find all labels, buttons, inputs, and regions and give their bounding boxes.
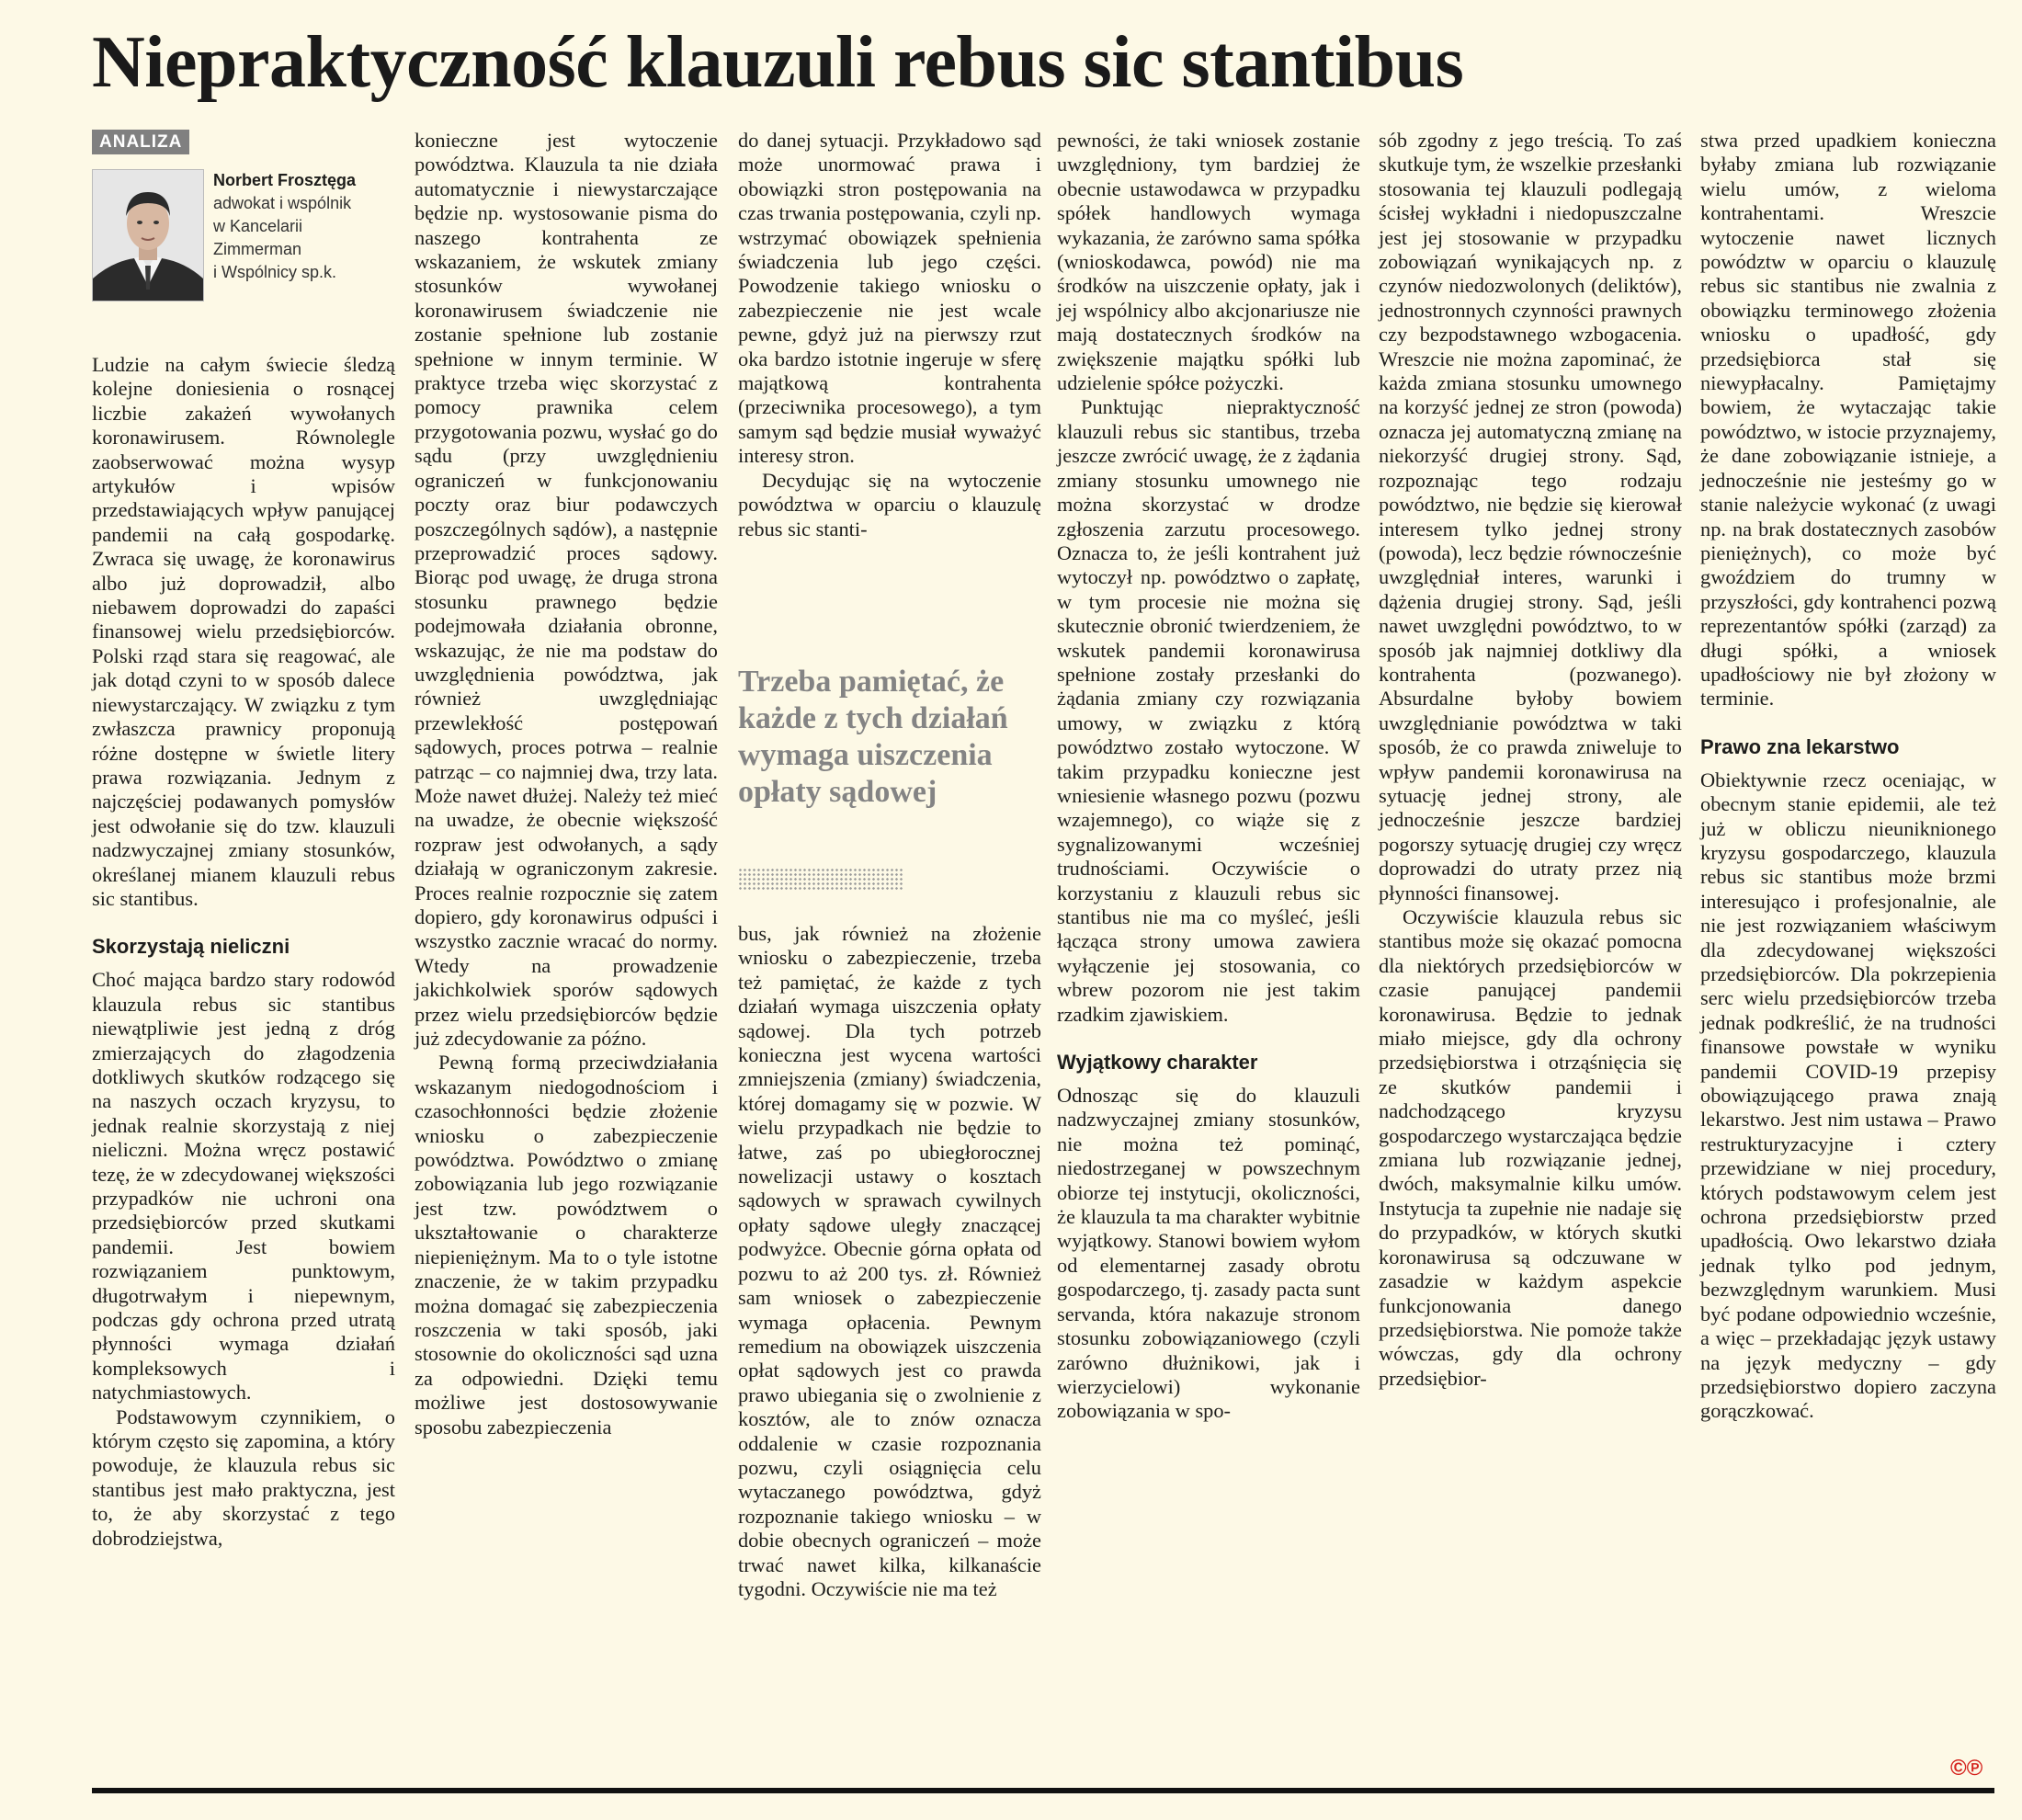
author-portrait-image [93, 170, 203, 301]
paragraph: Odnosząc się do klauzuli nadzwyczajnej zmiany stosunków, nie można też pominąć, niedostrzeganej w powszechnym obiorze tej instytucji, okoliczności, że klauzula ta ma charakter wybitnie wyjątkowy. Stanowi bowiem wyłom od elementarnej zasady obrotu gospodarczego, tj. zasady pacta sunt servanda, która nakazuje stronom stosunku zobowiązaniowego (czyli zarówno dłużnikowi, jak i wierzycielowi) wykonanie zobowiązania w spo- [1057, 1084, 1360, 1423]
article-column-3 [738, 129, 1041, 541]
article-column-6 [1700, 129, 1996, 1424]
paragraph: Pewną formą przeciwdziałania wskazanym niedogodnościom i czasochłonności będzie złożenie wniosku o zabezpieczenie powództwa. Powództwo o zmianę zobowiązania lub jego rozwiązanie jest tzw. powództwem o ukształtowanie o charakterze niepieniężnym. Ma to o tyle istotne znaczenie, że w takim przypadku można domagać się zabezpieczenia roszczenia w taki sposób, jaki stosownie do okoliczności sąd uzna za odpowiedni. Dzięki temu możliwe jest dostosowywanie sposobu zabezpieczenia [415, 1051, 718, 1439]
article-column-5 [1379, 129, 1682, 1391]
paragraph: Decydując się na wytoczenie powództwa w oparciu o klauzulę rebus sic stanti- [738, 468, 1041, 540]
byline [92, 169, 395, 353]
paragraph: stwa przed upadkiem konieczna byłaby zmiana lub rozwiązanie wielu umów, z wieloma kontrahentami. Wreszcie wytoczenie nawet licznych powództw w oparciu o klauzulę rebus sic stantibus nie zwalnia z obowiązku terminowego złożenia wniosku o upadłość, gdy przedsiębiorca stał się niewypłacalny. Pamiętajmy bowiem, że wytaczając takie powództwo, w istocie przyznajemy, że dane zobowiązanie istnieje, a jednocześnie nie jesteśmy go w stanie należycie wykonać (z uwagi np. na brak dostatecznych zasobów pieniężnych), co może być gwoździem do trumny w przyszłości, gdy kontrahenci pozwą reprezentantów spółki (zarząd) za długi spółki, a wniosek upadłościowy nie był złożony w terminie. [1700, 129, 1996, 711]
paragraph: Podstawowym czynnikiem, o którym często się zapomina, a który powoduje, że klauzula rebus sic stantibus jest mało praktyczna, jest to, że aby skorzystać z tego dobrodziejstwa, [92, 1405, 395, 1550]
paragraph: Oczywiście klauzula rebus sic stantibus może się okazać pomocna dla niektórych przedsiębiorców w czasie panującej pandemii koronawirusa. Będzie to jednak miało miejsce, gdy dla ochrony przedsiębiorstwa i otrząśnięcia się ze skutków pandemii i nadchodzącego kryzysu gospodarczego wystarczająca będzie zmiana lub rozwiązanie jednej, dwóch, maksymalnie kilku umów. Instytucja ta zupełnie nie nadaje się do przypadków, w których skutki koronawirusa są odczuwane w zasadzie w każdym aspekcie funkcjonowania danego przedsiębiorstwa. Nie pomoże także wówczas, gdy dla ochrony przedsiębior- [1379, 905, 1682, 1390]
article-column-4 [1057, 129, 1360, 1424]
section-badge: ANALIZA [92, 130, 189, 154]
article-column-1 [92, 129, 395, 1551]
article-column-2 [415, 129, 718, 1439]
section-subheading: Prawo zna lekarstwo [1700, 734, 1900, 758]
section-subheading: Skorzystają nieliczni [92, 935, 290, 959]
paragraph: Obiektywnie rzecz oceniając, w obecnym stanie epidemii, ale też już w obliczu nieuniknionego kryzysu gospodarczego, klauzula rebus sic stantibus może brzmi interesująco i profesjonalnie, ale nie jest rozwiązaniem właściwym dla zdecydowanej większości przedsiębiorców. Dla pokrzepienia serc wielu przedsiębiorców trzeba jednak podkreślić, że na trudności finansowe powstałe w wyniku pandemii COVID-19 przepisy obowiązującego prawa znają lekarstwo. Jest nim ustawa – Prawo restrukturyzacyjne i cztery przewidziane w niej procedury, których podstawowym celem jest ochrona przedsiębiorstw przed upadłością. Owo lekarstwo działa jednak tylko pod jednym, bezwzględnym warunkiem. Musi być podane odpowiednio wcześnie, a więc – przekładając język ustawy na język medyczny – gdy przedsiębiorstwo dopiero zaczyna gorączkować. [1700, 768, 1996, 1423]
paragraph: bus, jak również na złożenie wniosku o zabezpieczenie, trzeba też pamiętać, że każde z tych działań wymaga uiszczenia opłaty sądowej. Dla tych potrzeb konieczna jest wycena wartości zmniejszenia (zmiany) świadczenia, której domagamy się w pozwie. W wielu przypadkach nie będzie to łatwe, zaś po ubiegłorocznej nowelizacji ustawy o kosztach sądowych w sprawach cywilnych opłaty sądowe uległy znaczącej podwyżce. Obecnie górna opłata od pozwu to aż 200 tys. zł. Również sam wniosek o zabezpieczenie wymaga opłacenia. Pewnym remedium na obowiązek uiszczenia opłat sądowych jest co prawda prawo ubiegania się o zwolnienie z kosztów, ale to znów oznacza oddalenie w czasie rozpoznania pozwu, czyli osiągnięcia celu wytaczanego powództwa, gdyż rozpoznanie takiego wniosku – w dobie obecnych ograniczeń – może trwać nawet kilka, kilkanaście tygodni. Oczywiście nie ma też [738, 922, 1041, 1600]
pull-quote-dot-pattern [738, 868, 903, 892]
author-name: Norbert Frosztęga [213, 171, 357, 189]
paragraph: Punktując niepraktyczność klauzuli rebus sic stantibus, trzeba jeszcze zwrócić uwagę, że z żądania zmiany stosunku umownego nie można skorzystać w drodze zgłoszenia zarzutu procesowego. Oznacza to, że jeśli kontrahent już wytoczył np. powództwo o zapłatę, w tym procesie nie można się skutecznie obronić twierdzeniem, że wskutek pandemii koronawirusa spełnione zostały przesłanki do żądania zmiany czy rozwiązania umowy, w związku z którą powództwo zostało wytoczone. W takim przypadku konieczne jest wniesienie własnego pozwu (pozwu wzajemnego), co wiąże się z sygnalizowanymi wcześniej trudnościami. Oczywiście o korzystaniu z klauzuli rebus sic stantibus nie ma co myśleć, jeśli łącząca strony umowa zawiera wyłączenie jej stosowania, co wbrew pozorom nie jest takim rzadkim zjawiskiem. [1057, 395, 1360, 1026]
paragraph: pewności, że taki wniosek zostanie uwzględniony, tym bardziej że obecnie ustawodawca w przypadku spółek handlowych wymaga wykazania, że zarówno sama spółka (wnioskodawca, powód) nie ma środków na uiszczenie opłaty, jak i jej wspólnicy albo akcjonariusze nie mają dostatecznych środków na zwiększenie majątku spółki lub udzielenie spółce pożyczki. [1057, 129, 1360, 395]
copyright-mark: ©℗ [1950, 1756, 1983, 1780]
article-column-3-continued [738, 922, 1041, 1601]
author-info [213, 169, 397, 284]
paragraph: sób zgodny z jego treścią. To zaś skutkuje tym, że wszelkie przesłanki stosowania tej klauzuli podlegają ścisłej wykładni i niedopuszczalne jest jej stosowanie w przypadku zobowiązań wynikających np. z czynów niedozwolonych (deliktów), jednostronnych czynności prawnych czy bezpodstawnego wzbogacenia. Wreszcie nie można zapominać, że każda zmiana stosunku umownego na korzyść jednej ze stron (powoda) oznacza jej automatyczną zmianę na niekorzyść drugiej strony. Sąd, rozpoznając tego rodzaju powództwo, nie będzie się kierował interesem tylko jednej strony (powoda), lecz będzie równocześnie uwzględniał interes, warunki i dążenia drugiej strony. Sąd, jeśli nawet uwzględni powództwo, to w sposób jak najmniej dotkliwy dla kontrahenta (pozwanego). Absurdalne byłoby bowiem uwzględnianie powództwa w taki sposób, że co prawda zniweluje to wpływ pandemii koronawirusa na sytuację jednej strony, ale jednocześnie jeszcze bardziej pogorszy sytuację drugiej czy wręcz doprowadzi do utraty przez nią płynności finansowej. [1379, 129, 1682, 904]
author-photo [92, 169, 204, 301]
author-role: adwokat i wspólnik w Kancelarii Zimmerman i Wspólnicy sp.k. [213, 194, 352, 281]
paragraph: Ludzie na całym świecie śledzą kolejne doniesienia o rosnącej liczbie zakażeń wywołanych koronawirusem. Równolegle zaobserwować można wysyp artykułów i wpisów przedstawiających wpływ panującej pandemii na całą gospodarkę. Zwraca się uwagę, że koronawirus albo już doprowadził, albo niebawem doprowadzi do zapaści finansowej wielu przedsiębiorców. Polski rząd stara się reagować, ale jak dotąd czyni to w sposób dalece niewystarczający. W związku z tym zwłaszcza prawnicy proponują różne dostępne w świetle litery prawa rozwiązania. Jednym z najczęściej podawanych pomysłów jest odwołanie się do tzw. klauzuli nadzwyczajnej zmiany stosunków, określanej mianem klauzuli rebus sic stantibus. [92, 353, 395, 910]
paragraph: Choć mająca bardzo stary rodowód klauzula rebus sic stantibus niewątpliwie jest jedną z dróg zmierzających do złagodzenia dotkliwych skutków rodzącego się na naszych oczach kryzysu, to jednak realnie skorzystają z niej nieliczni. Można wręcz postawić tezę, że w zdecydowanej większości przypadków nie uchroni ona przedsiębiorców przed skutkami pandemii. Jest bowiem rozwiązaniem punktowym, długotrwałym i niepewnym, podczas gdy ochrona przed utratą płynności wymaga działań kompleksowych i natychmiastowych. [92, 968, 395, 1405]
paragraph: do danej sytuacji. Przykładowo sąd może unormować prawa i obowiązki stron postępowania na czas trwania postępowania, czyli np. wstrzymać obowiązek spełnienia świadczenia lub jego części. Powodzenie takiego wniosku o zabezpieczenie nie jest wcale pewne, gdyż już na pierwszy rzut oka bardzo istotnie ingeruje w sferę majątkową kontrahenta (przeciwnika procesowego), a tym samym sąd będzie musiał wyważyć interesy stron. [738, 129, 1041, 468]
headline: Niepraktyczność klauzuli rebus sic stantibus [92, 22, 1464, 103]
section-subheading: Wyjątkowy charakter [1057, 1051, 1258, 1075]
paragraph: konieczne jest wytoczenie powództwa. Klauzula ta nie działa automatycznie i niewystarczające będzie np. wystosowanie pisma do naszego kontrahenta ze wskazaniem, że wskutek zmiany stosunków wywołanej koronawirusem świadczenie nie zostanie spełnione lub zostanie spełnione w innym terminie. W praktyce trzeba więc skorzystać z pomocy prawnika celem przygotowania pozwu, wysłać go do sądu (przy uwzględnieniu ograniczeń w funkcjonowaniu poczty oraz biur podawczych poszczególnych sądów), a następnie przeprowadzić proces sądowy. Biorąc pod uwagę, że druga strona stosunku prawnego będzie podejmowała działania obronne, wskazując, że nie ma podstaw do uwzględnienia powództwa, jak również uwzględniając przewlekłość postępowań sądowych, proces potrwa – realnie patrząc – co najmniej dwa, trzy lata. Może nawet dłużej. Należy też mieć na uwadze, że obecnie większość rozpraw jest odwołanych, a sądy działają w ograniczonym zakresie. Proces realnie rozpocznie się zatem dopiero, gdy koronawirus odpuści i wszystko zacznie wracać do normy. Wtedy na prowadzenie jakichkolwiek sporów sądowych przez wielu przedsiębiorców będzie już zdecydowanie za późno. [415, 129, 718, 1051]
column-1-text [92, 353, 395, 1551]
pull-quote: Trzeba pamiętać, że każde z tych działań wymaga uiszczenia opłaty sądowej [738, 665, 1008, 809]
bottom-rule [92, 1788, 1994, 1793]
